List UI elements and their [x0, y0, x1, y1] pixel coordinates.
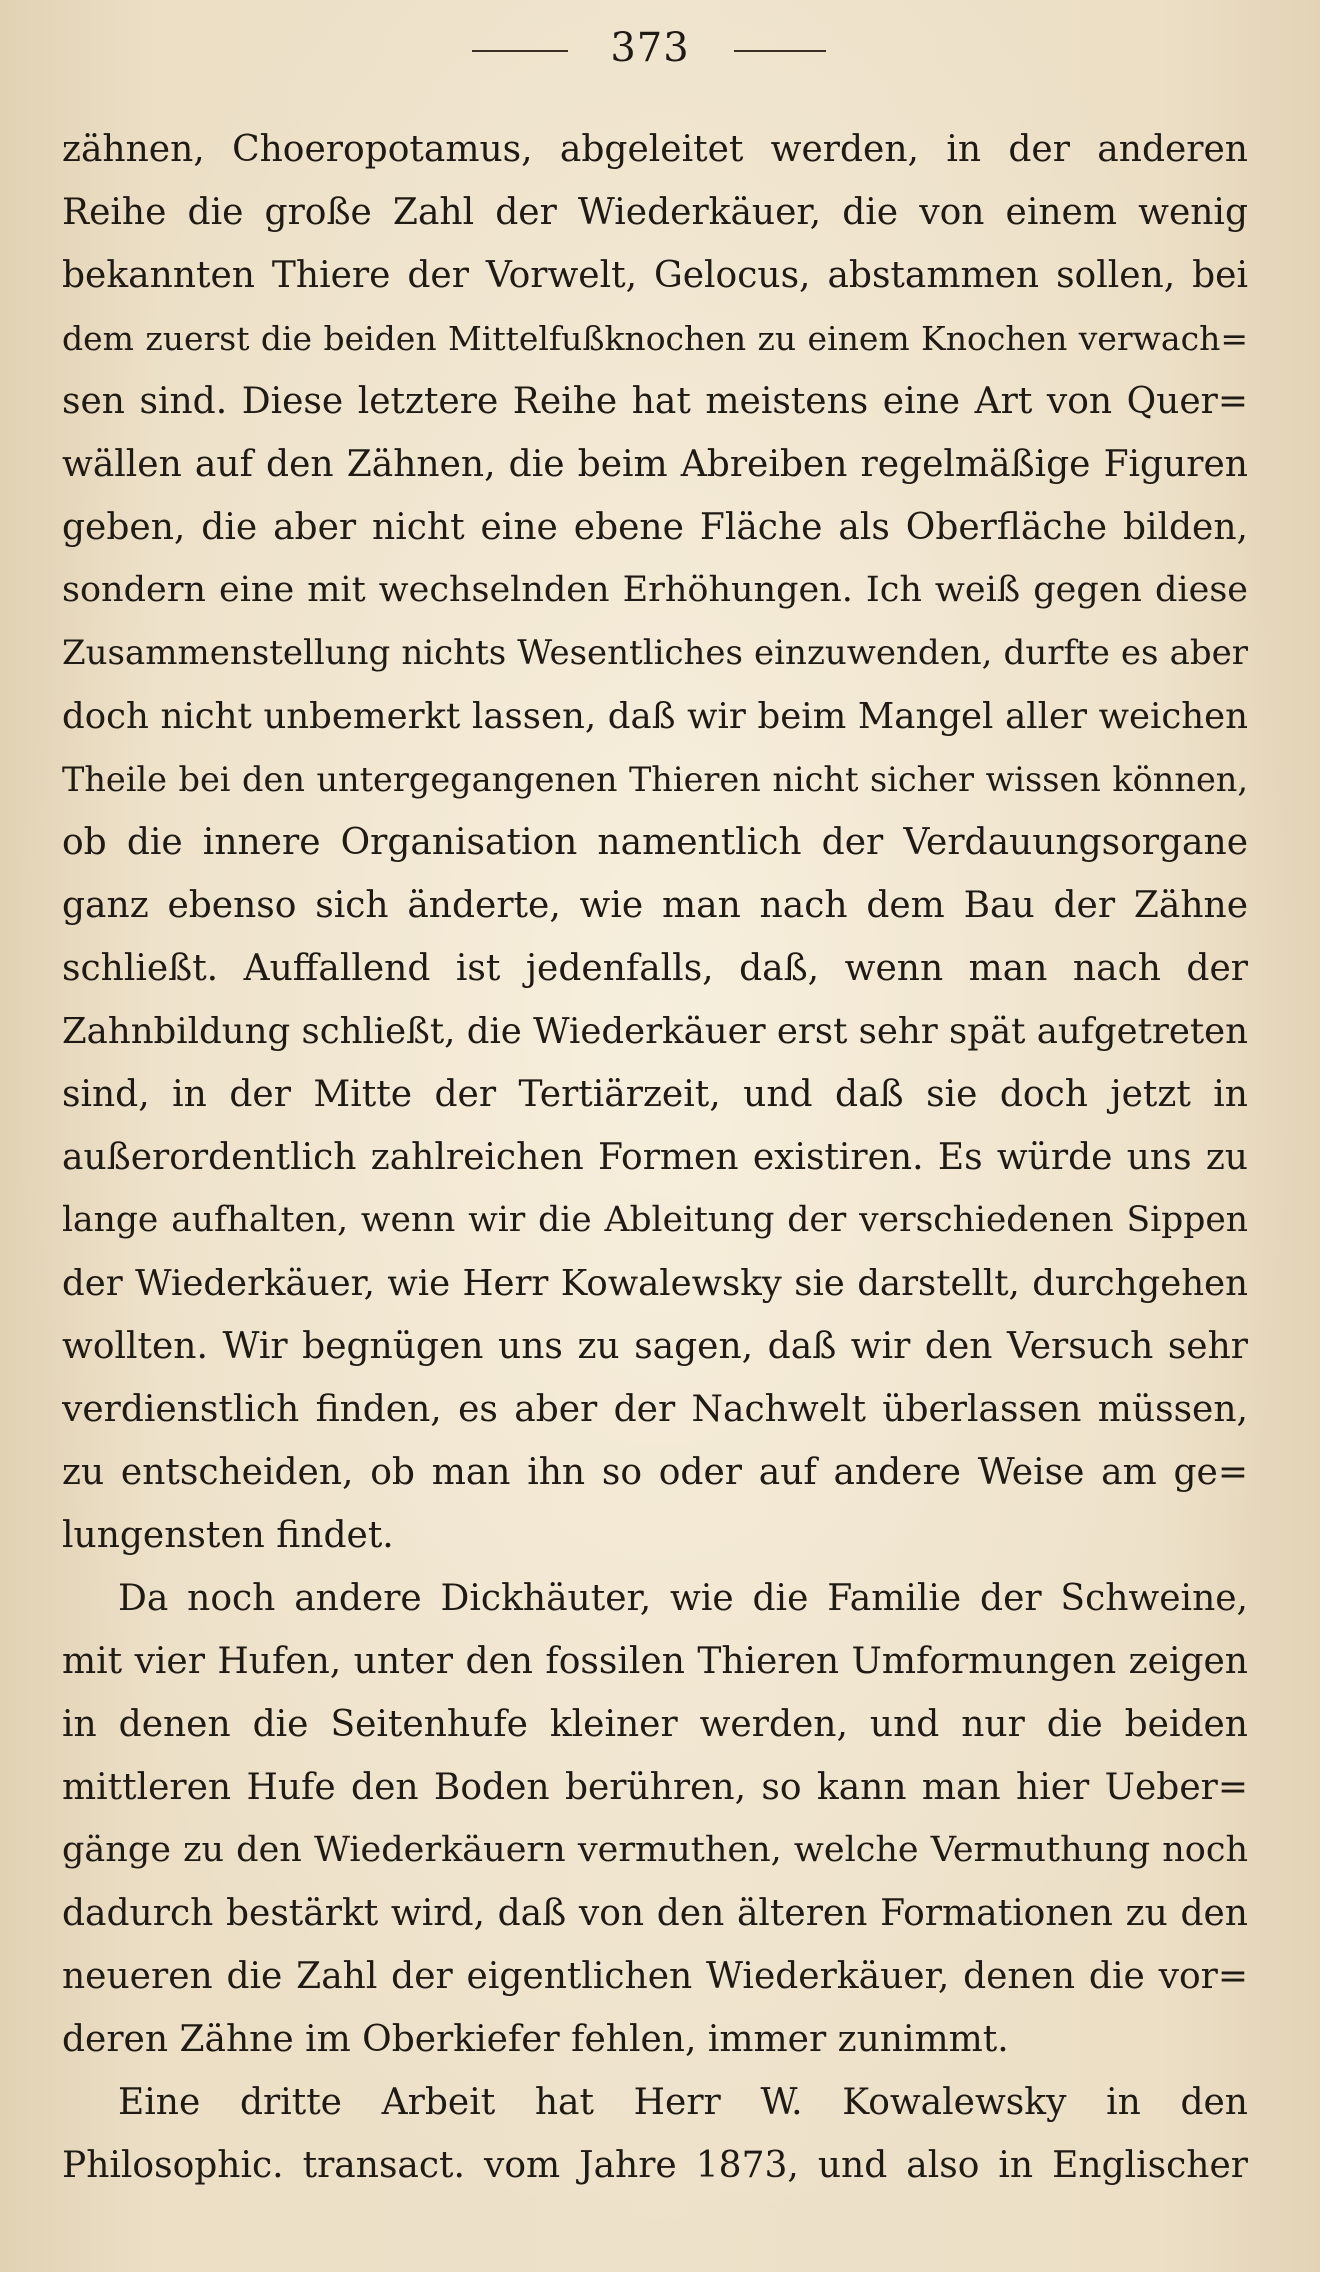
text-line: Reihe die große Zahl der Wiederkäuer, die von einem wenig	[62, 192, 1248, 233]
text-line: mittleren Hufe den Boden berühren, so kann man hier Ueber=	[62, 1767, 1248, 1808]
text-line: zähnen, Choeropotamus, abgeleitet werden, in der anderen	[62, 129, 1248, 170]
text-line: außerordentlich zahlreichen Formen existiren. Es würde uns zu	[62, 1137, 1248, 1178]
text-line: Zahnbildung schließt, die Wiederkäuer erst sehr spät aufgetreten	[62, 1011, 1248, 1052]
text-line: gänge zu den Wiederkäuern vermuthen, welche Vermuthung noch	[62, 1830, 1248, 1870]
text-line: wollten. Wir begnügen uns zu sagen, daß wir den Versuch sehr	[62, 1326, 1248, 1367]
text-line: Zusammenstellung nichts Wesentliches einzuwenden, durfte es aber	[62, 633, 1248, 673]
text-line: lange aufhalten, wenn wir die Ableitung der verschiedenen Sippen	[62, 1200, 1248, 1240]
page-number: 373	[610, 25, 690, 71]
text-line: der Wiederkäuer, wie Herr Kowalewsky sie darstellt, durchgehen	[62, 1263, 1248, 1304]
text-line: Da noch andere Dickhäuter, wie die Familie der Schweine,	[118, 1578, 1248, 1619]
text-line: ob die innere Organisation namentlich der Verdauungsorgane	[62, 822, 1248, 863]
page-header	[0, 18, 1320, 78]
text-line: bekannten Thiere der Vorwelt, Gelocus, abstammen sollen, bei	[62, 255, 1248, 296]
header-rule-left	[472, 50, 568, 52]
text-line: ganz ebenso sich änderte, wie man nach dem Bau der Zähne	[62, 885, 1248, 926]
paragraph-2	[62, 1567, 1248, 2071]
text-line: dadurch bestärkt wird, daß von den älteren Formationen zu den	[62, 1893, 1248, 1934]
text-line: Eine dritte Arbeit hat Herr W. Kowalewsky in den	[118, 2082, 1248, 2123]
text-line: lungensten findet.	[62, 1515, 394, 1556]
text-line: deren Zähne im Oberkiefer fehlen, immer zunimmt.	[62, 2019, 1009, 2060]
text-line: dem zuerst die beiden Mittelfußknochen zu einem Knochen verwach=	[62, 319, 1248, 358]
text-line: geben, die aber nicht eine ebene Fläche als Oberfläche bilden,	[62, 507, 1248, 548]
text-line: Philosophic. transact. vom Jahre 1873, und also in Englischer	[62, 2145, 1248, 2186]
text-line: sind, in der Mitte der Tertiärzeit, und daß sie doch jetzt in	[62, 1074, 1248, 1115]
text-line: in denen die Seitenhufe kleiner werden, und nur die beiden	[62, 1704, 1248, 1745]
body-text	[62, 118, 1248, 2197]
text-line: neueren die Zahl der eigentlichen Wiederkäuer, denen die vor=	[62, 1956, 1248, 1997]
paragraph-3	[62, 2071, 1248, 2197]
text-line: mit vier Hufen, unter den fossilen Thieren Umformungen zeigen	[62, 1641, 1248, 1682]
text-line: schließt. Auffallend ist jedenfalls, daß, wenn man nach der	[62, 948, 1248, 989]
text-line: zu entscheiden, ob man ihn so oder auf andere Weise am ge=	[62, 1452, 1248, 1493]
text-line: Theile bei den untergegangenen Thieren nicht sicher wissen können,	[62, 760, 1248, 799]
paragraph-1	[62, 118, 1248, 1567]
text-line: sen sind. Diese letztere Reihe hat meistens eine Art von Quer=	[62, 381, 1248, 422]
header-rule-right	[734, 50, 826, 52]
text-line: verdienstlich finden, es aber der Nachwelt überlassen müssen,	[62, 1389, 1248, 1430]
text-line: wällen auf den Zähnen, die beim Abreiben regelmäßige Figuren	[62, 444, 1248, 485]
text-line: doch nicht unbemerkt lassen, daß wir beim Mangel aller weichen	[62, 696, 1248, 737]
text-line: sondern eine mit wechselnden Erhöhungen. Ich weiß gegen diese	[62, 570, 1248, 610]
